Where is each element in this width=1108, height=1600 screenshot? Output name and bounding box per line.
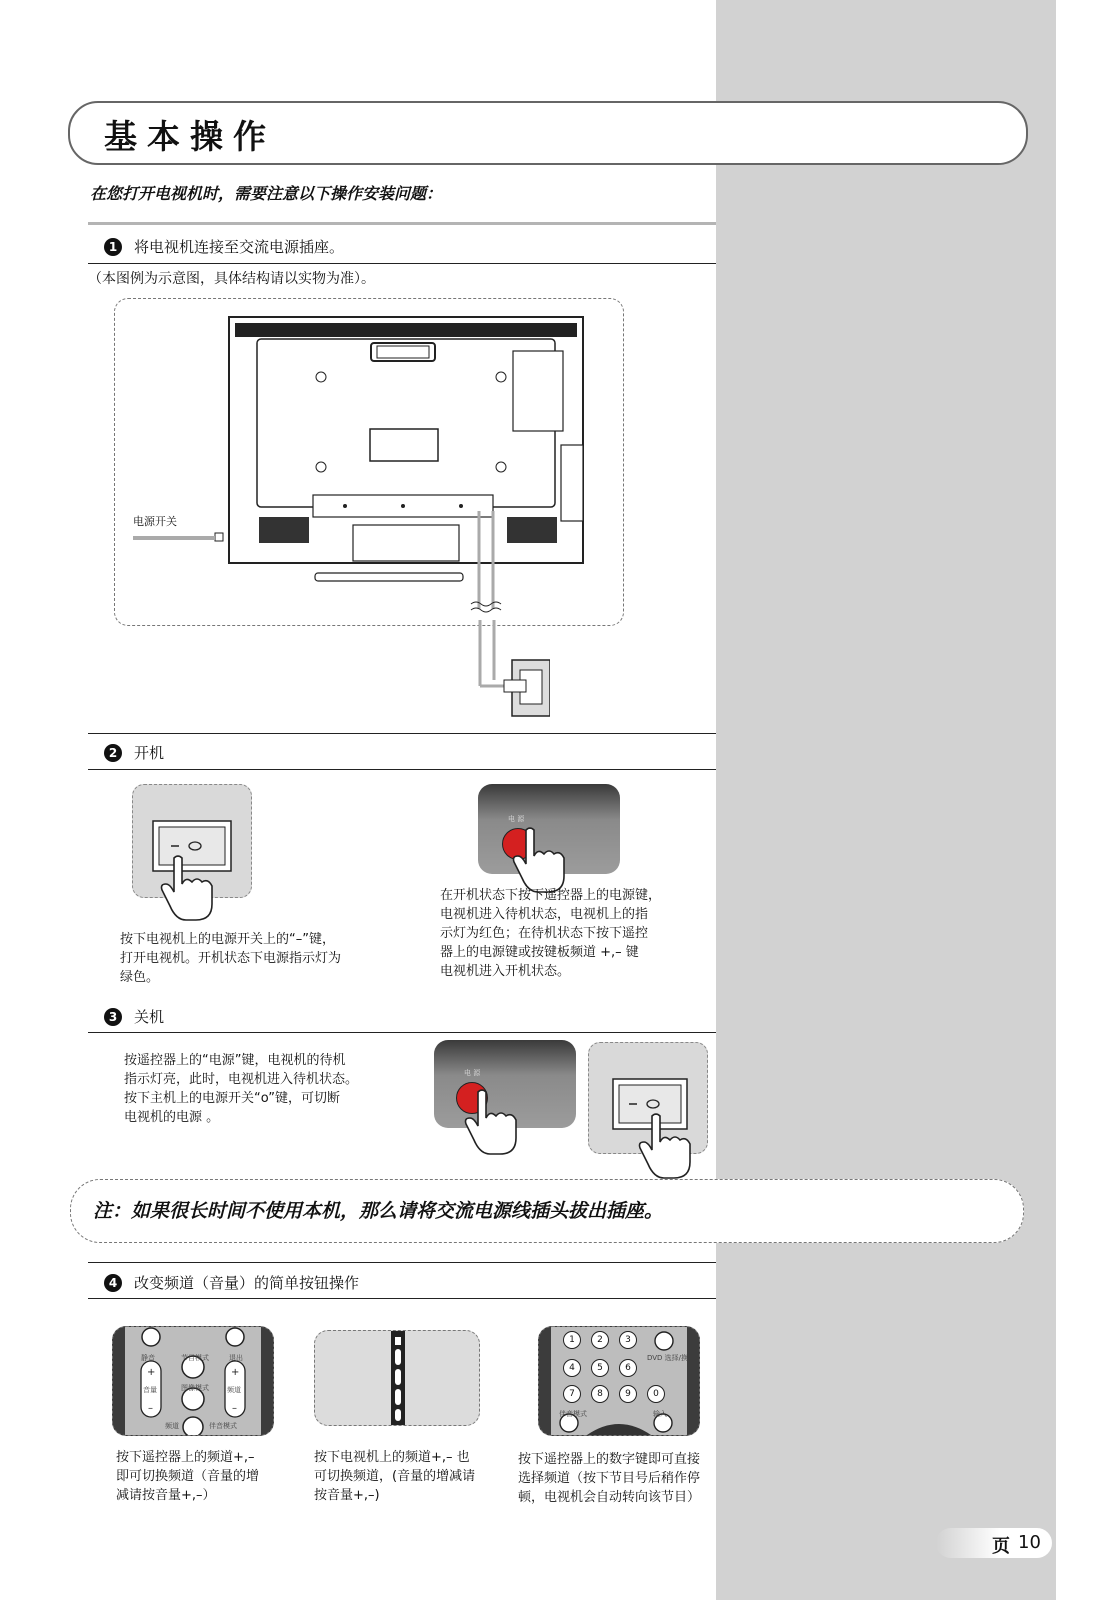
remote-key-label: DVD 选择/换 bbox=[647, 1354, 689, 1362]
numpad-key-4: 4 bbox=[563, 1359, 581, 1377]
tv-side-buttons-caption bbox=[314, 1448, 475, 1505]
divider bbox=[88, 1032, 716, 1033]
remote-numpad-panel bbox=[538, 1326, 700, 1436]
warning-note-box bbox=[70, 1179, 1024, 1243]
remote-key-label: 伴音模式 bbox=[209, 1422, 237, 1430]
caption-line: 电视机的电源 。 bbox=[124, 1110, 220, 1125]
caption-line: 顿，电视机会自动转向该节目） bbox=[518, 1490, 701, 1505]
caption-line: 按下电视机上的频道+,– 也 bbox=[314, 1450, 470, 1465]
caption-line: 绿色。 bbox=[120, 970, 160, 985]
title-box bbox=[68, 101, 1028, 165]
section-title: 改变频道（音量）的简单按钮操作 bbox=[134, 1274, 360, 1292]
caption-line: 电视机进入开机状态。 bbox=[440, 964, 571, 979]
caption-line: 即可切换频道（音量的增 bbox=[116, 1469, 260, 1484]
tv-side-buttons-drawing bbox=[315, 1331, 479, 1425]
numpad-key-5: 5 bbox=[591, 1359, 609, 1377]
caption-line: 电视机进入待机状态，电视机上的指 bbox=[440, 907, 649, 922]
section-number: 2 bbox=[104, 744, 122, 762]
section-4-heading bbox=[104, 1272, 359, 1293]
section-1-heading bbox=[104, 236, 344, 257]
numpad-key-7: 7 bbox=[563, 1385, 581, 1403]
remote-key-label: 频道 bbox=[165, 1422, 179, 1430]
numpad-key-6: 6 bbox=[619, 1359, 637, 1377]
divider bbox=[88, 1262, 716, 1263]
remote-channel-panel bbox=[112, 1326, 274, 1436]
caption-line: 可切换频道，(音量的增减请 bbox=[314, 1469, 476, 1484]
svg-text:+: + bbox=[231, 1367, 240, 1378]
standby-caption bbox=[440, 886, 661, 981]
caption-line: 按下遥控器上的频道+,– bbox=[116, 1450, 255, 1465]
remote-key-label: 节目模式 bbox=[181, 1354, 209, 1362]
hand-pointer-icon bbox=[158, 852, 218, 922]
divider bbox=[88, 733, 716, 734]
caption-line: 示灯为红色；在待机状态下按下遥控 bbox=[440, 926, 649, 941]
side-bar bbox=[716, 0, 1056, 1600]
divider bbox=[88, 769, 716, 770]
hand-pointer-icon bbox=[510, 824, 570, 894]
page-number: 10 bbox=[1018, 1532, 1041, 1553]
caption-line: 按下电视机上的电源开关上的“–”键， bbox=[120, 932, 335, 947]
remote-key-label: 伴音模式 bbox=[559, 1410, 587, 1418]
section-number: 3 bbox=[104, 1008, 122, 1026]
section-3-heading bbox=[104, 1006, 164, 1027]
remote-power-label: 电 源 bbox=[508, 815, 525, 823]
section-number: 1 bbox=[104, 238, 122, 256]
power-switch-label: 电源开关 bbox=[133, 515, 177, 528]
divider bbox=[88, 1298, 716, 1299]
caption-line: 按下遥控器上的数字键即可直接 bbox=[518, 1452, 701, 1467]
remote-channel-drawing bbox=[113, 1327, 273, 1435]
remote-key-label: 频道 bbox=[227, 1386, 241, 1394]
intro-text: 在您打开电视机时，需要注意以下操作安装问题： bbox=[90, 184, 443, 203]
page-title: 基本操作 bbox=[104, 117, 276, 156]
section-title: 关机 bbox=[134, 1008, 165, 1026]
hand-pointer-icon bbox=[462, 1086, 522, 1156]
numpad-key-9: 9 bbox=[619, 1385, 637, 1403]
tv-back-drawing bbox=[115, 299, 623, 625]
numpad-key-8: 8 bbox=[591, 1385, 609, 1403]
divider bbox=[88, 263, 716, 264]
svg-text:+: + bbox=[147, 1367, 156, 1378]
caption-line: 在开机状态下按下遥控器上的电源键， bbox=[440, 888, 662, 903]
page-number-tab bbox=[936, 1528, 1052, 1558]
remote-key-label: 图像模式 bbox=[181, 1384, 209, 1392]
section-2-heading bbox=[104, 742, 164, 763]
caption-line: 选择频道（按下节目号后稍作停 bbox=[518, 1471, 701, 1486]
warning-note: 注：如果很长时间不使用本机，那么请将交流电源线插头拔出插座。 bbox=[93, 1200, 664, 1222]
caption-line: 器上的电源键或按键板频道 +,– 键 bbox=[440, 945, 639, 960]
section-title: 将电视机连接至交流电源插座。 bbox=[134, 238, 345, 256]
caption-line: 指示灯亮，此时，电视机进入待机状态。 bbox=[124, 1072, 359, 1087]
remote-key-label: 输入 bbox=[653, 1410, 667, 1418]
caption-line: 打开电视机。开机状态下电源指示灯为 bbox=[120, 951, 342, 966]
hand-pointer-icon bbox=[636, 1110, 696, 1180]
tv-side-buttons-panel bbox=[314, 1330, 480, 1426]
caption-line: 减请按音量+,–） bbox=[116, 1488, 216, 1503]
remote-numpad-caption bbox=[518, 1450, 700, 1507]
wall-outlet-drawing bbox=[470, 620, 550, 720]
caption-line: 按音量+,–) bbox=[314, 1488, 380, 1503]
svg-text:–: – bbox=[232, 1403, 237, 1414]
remote-key-label: 退出 bbox=[229, 1354, 243, 1362]
numpad-key-1: 1 bbox=[563, 1331, 581, 1349]
caption-line: 按下主机上的电源开关“o”键，可切断 bbox=[124, 1091, 340, 1106]
caption-line: 按遥控器上的“电源”键，电视机的待机 bbox=[124, 1053, 346, 1068]
section-number: 4 bbox=[104, 1274, 122, 1292]
numpad-key-0: 0 bbox=[647, 1385, 665, 1403]
numpad-key-3: 3 bbox=[619, 1331, 637, 1349]
illustration-note: （本图例为示意图，具体结构请以实物为准）。 bbox=[88, 271, 375, 287]
svg-text:–: – bbox=[148, 1403, 153, 1414]
power-off-caption bbox=[124, 1051, 358, 1127]
tv-back-illustration bbox=[114, 298, 624, 626]
remote-power-label: 电 源 bbox=[464, 1069, 481, 1077]
power-on-caption bbox=[120, 930, 341, 987]
remote-key-label: 静音 bbox=[141, 1354, 155, 1362]
remote-channel-caption bbox=[116, 1448, 259, 1505]
section-title: 开机 bbox=[134, 744, 165, 762]
numpad-key-2: 2 bbox=[591, 1331, 609, 1349]
remote-key-label: 音量 bbox=[143, 1386, 157, 1394]
page-label: 页 bbox=[992, 1536, 1010, 1557]
divider bbox=[88, 222, 716, 225]
